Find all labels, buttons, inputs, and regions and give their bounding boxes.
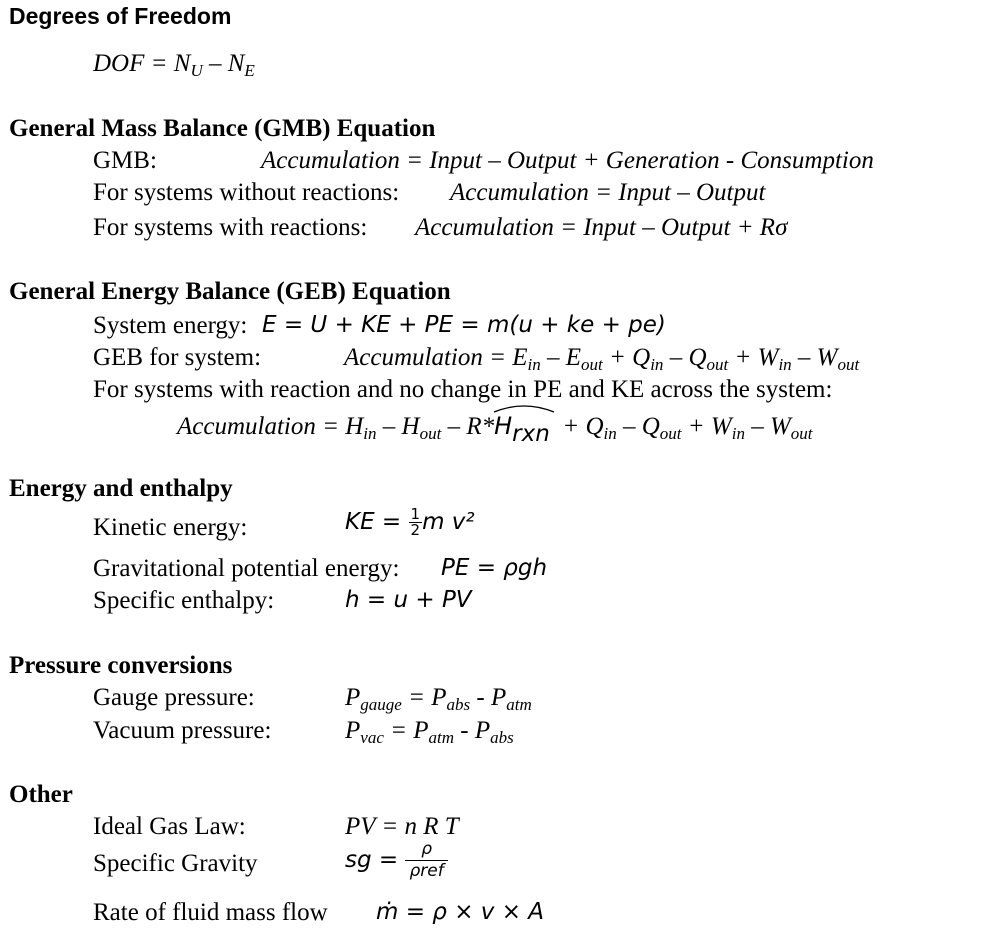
system-energy-label: System energy:: [93, 312, 248, 339]
gauge-pressure-equation: $P_{gauge} = P_{abs} - P_{atm}$: [345, 684, 532, 715]
vacuum-pressure-equation: $P_{vac} = P_{atm} - P_{abs}$: [345, 717, 514, 748]
reaction-enthalpy-hat: $H_{rxn}$: [494, 410, 550, 441]
potential-energy-label: Gravitational potential energy:: [93, 555, 400, 582]
section-title-geb: General Energy Balance (GEB) Equation: [9, 278, 451, 305]
gmb-label: GMB:: [93, 147, 157, 174]
gmb-equation: Accumulation = Input – Output + Generation - Consumption: [261, 147, 874, 174]
density-ratio-fraction: $\frac{\rho}{\text{ρref}}$: [405, 841, 447, 880]
section-title-gmb: General Mass Balance (GMB) Equation: [9, 115, 436, 142]
gauge-pressure-label: Gauge pressure:: [93, 684, 255, 711]
geb-system-equation: Accumulation = $E_{in} - E_{out} + Q_{in} - Q_{out} + W_{in} - W_{out}$: [344, 344, 860, 375]
section-title-energy: Energy and enthalpy: [9, 475, 233, 502]
gmb-reaction-equation: Accumulation = Input – Output + Rσ: [415, 214, 788, 241]
kinetic-energy-label: Kinetic energy:: [93, 514, 248, 541]
geb-system-label: GEB for system:: [93, 344, 262, 371]
ideal-gas-law-equation: PV = n R T: [345, 813, 459, 840]
dof-equation: DOF = $N_U - N_E$: [93, 50, 255, 81]
gmb-no-reaction-label: For systems without reactions:: [93, 179, 400, 206]
geb-reaction-equation: Accumulation = $H_{in} - H_{out} - R*$ $H_{rxn} + Q_{in} - Q_{out} + W_{in} - W_{out}$: [177, 410, 813, 441]
system-energy-equation: E = U + KE + PE = m(u + ke + pe): [262, 312, 666, 338]
specific-enthalpy-equation: h = u + PV: [345, 587, 472, 613]
specific-gravity-label: Specific Gravity: [93, 850, 258, 877]
section-title-dof: Degrees of Freedom: [9, 3, 232, 29]
specific-gravity-equation: sg = $\frac{\rho}{\text{ρref}}$: [345, 841, 448, 880]
vacuum-pressure-label: Vacuum pressure:: [93, 717, 272, 744]
section-title-other: Other: [9, 781, 73, 808]
half-fraction: $\frac{1}{2}$: [410, 505, 421, 539]
specific-enthalpy-label: Specific enthalpy:: [93, 587, 275, 614]
geb-reaction-label: For systems with reaction and no change in PE and KE across the system:: [93, 376, 833, 403]
ideal-gas-law-label: Ideal Gas Law:: [93, 813, 246, 840]
section-title-pressure: Pressure conversions: [9, 652, 233, 679]
gmb-no-reaction-equation: Accumulation = Input – Output: [450, 179, 766, 206]
mass-flow-equation: ṁ = ρ × v × A: [376, 899, 545, 925]
gmb-reaction-label: For systems with reactions:: [93, 214, 368, 241]
mass-flow-label: Rate of fluid mass flow: [93, 899, 328, 926]
kinetic-energy-equation: KE = $\frac{1}{2}$ m v²: [345, 505, 475, 539]
potential-energy-equation: PE = ρgh: [441, 555, 548, 581]
